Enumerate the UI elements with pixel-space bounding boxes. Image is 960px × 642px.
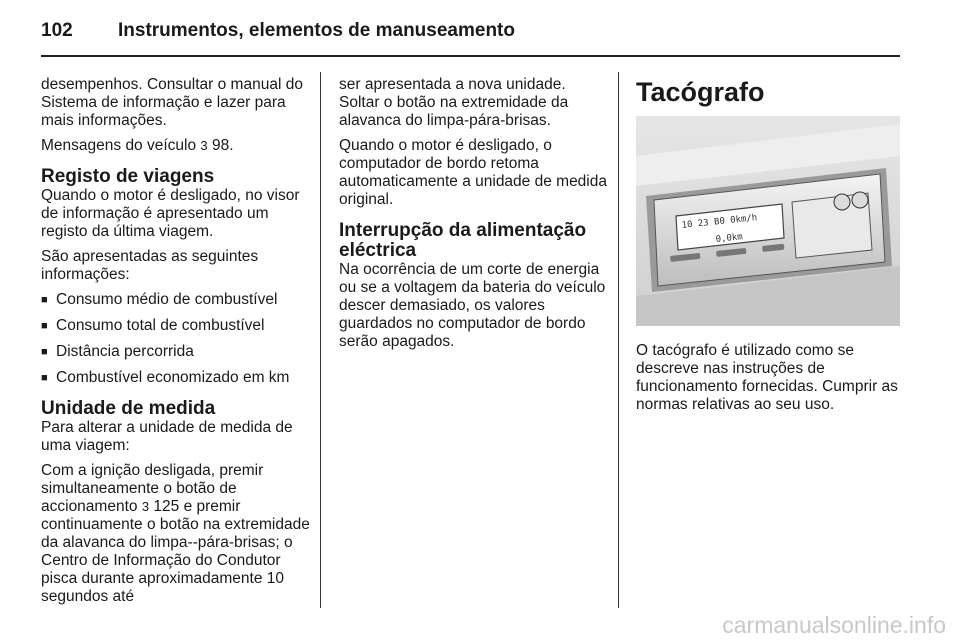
paragraph: Quando o motor é desligado, no visor de informação é apresentado um registo da última viagem. bbox=[41, 187, 300, 240]
section-heading-unit: Unidade de medida bbox=[41, 398, 216, 419]
paragraph: O tacógrafo é utilizado como se descreve nas instruções de funcionamento fornecidas. Cumprir as normas relativas ao seu uso. bbox=[636, 342, 898, 413]
paragraph: Quando o motor é desligado, o computador de bordo retoma automaticamente a unidade de medida original. bbox=[339, 137, 607, 208]
header-rule bbox=[41, 55, 900, 57]
paragraph: ser apresentada a nova unidade. Soltar o botão na extremidade da alavanca do limpa-pára-brisas. bbox=[339, 76, 569, 129]
watermark: carmanualsonline.info bbox=[722, 612, 946, 638]
section-heading-power-interruption: Interrupção da alimentação eléctrica bbox=[339, 220, 587, 261]
page-reference[interactable]: 125 bbox=[153, 498, 180, 515]
paragraph: Para alterar a unidade de medida de uma viagem: bbox=[41, 419, 293, 454]
list-item: ■ Combustível economizado em km bbox=[41, 369, 311, 387]
chapter-title: Instrumentos, elementos de manuseamento bbox=[118, 20, 515, 41]
column-divider bbox=[618, 72, 619, 608]
list-item: ■ Consumo médio de combustível bbox=[41, 291, 311, 309]
page-reference-icon: 3 bbox=[200, 138, 208, 153]
info-list bbox=[41, 291, 311, 387]
paragraph: desempenhos. Consultar o manual do Sistema de informação e lazer para mais informações. bbox=[41, 76, 303, 129]
section-heading-trip-record: Registo de viagens bbox=[41, 166, 215, 187]
column-left bbox=[41, 76, 311, 613]
list-item: ■ Distância percorrida bbox=[41, 343, 311, 361]
tachograph-illustration bbox=[636, 116, 900, 326]
list-item: ■ Consumo total de combustível bbox=[41, 317, 311, 335]
section-title-tachograph: Tacógrafo bbox=[636, 77, 765, 107]
page-number: 102 bbox=[41, 20, 73, 41]
paragraph: São apresentadas as seguintes informações: bbox=[41, 248, 259, 283]
paragraph-vehicle-messages: Mensagens do veículo 3 98. bbox=[41, 137, 234, 154]
paragraph-unit-procedure: Com a ignição desligada, premir simultaneamente o botão de accionamento 3 125 e premir continuamente o botão na extremidade da alavanca do limpa--pára-brisas; o Centro de Informação do Condutor pisca durante aproximadamente 10 segundos até bbox=[41, 462, 310, 605]
page-reference-icon: 3 bbox=[141, 499, 150, 514]
display-line-1: 10 23 B0 0km/h bbox=[681, 213, 758, 231]
column-divider bbox=[320, 72, 321, 608]
page-header bbox=[41, 14, 921, 54]
page-reference[interactable]: 98. bbox=[211, 137, 234, 154]
column-right bbox=[636, 76, 902, 421]
column-middle bbox=[339, 76, 609, 358]
display-line-2: 0,0km bbox=[715, 232, 744, 245]
paragraph: Na ocorrência de um corte de energia ou se a voltagem da bateria do veículo descer demasiado, os valores guardados no computador de bordo serão apagados. bbox=[339, 261, 606, 350]
